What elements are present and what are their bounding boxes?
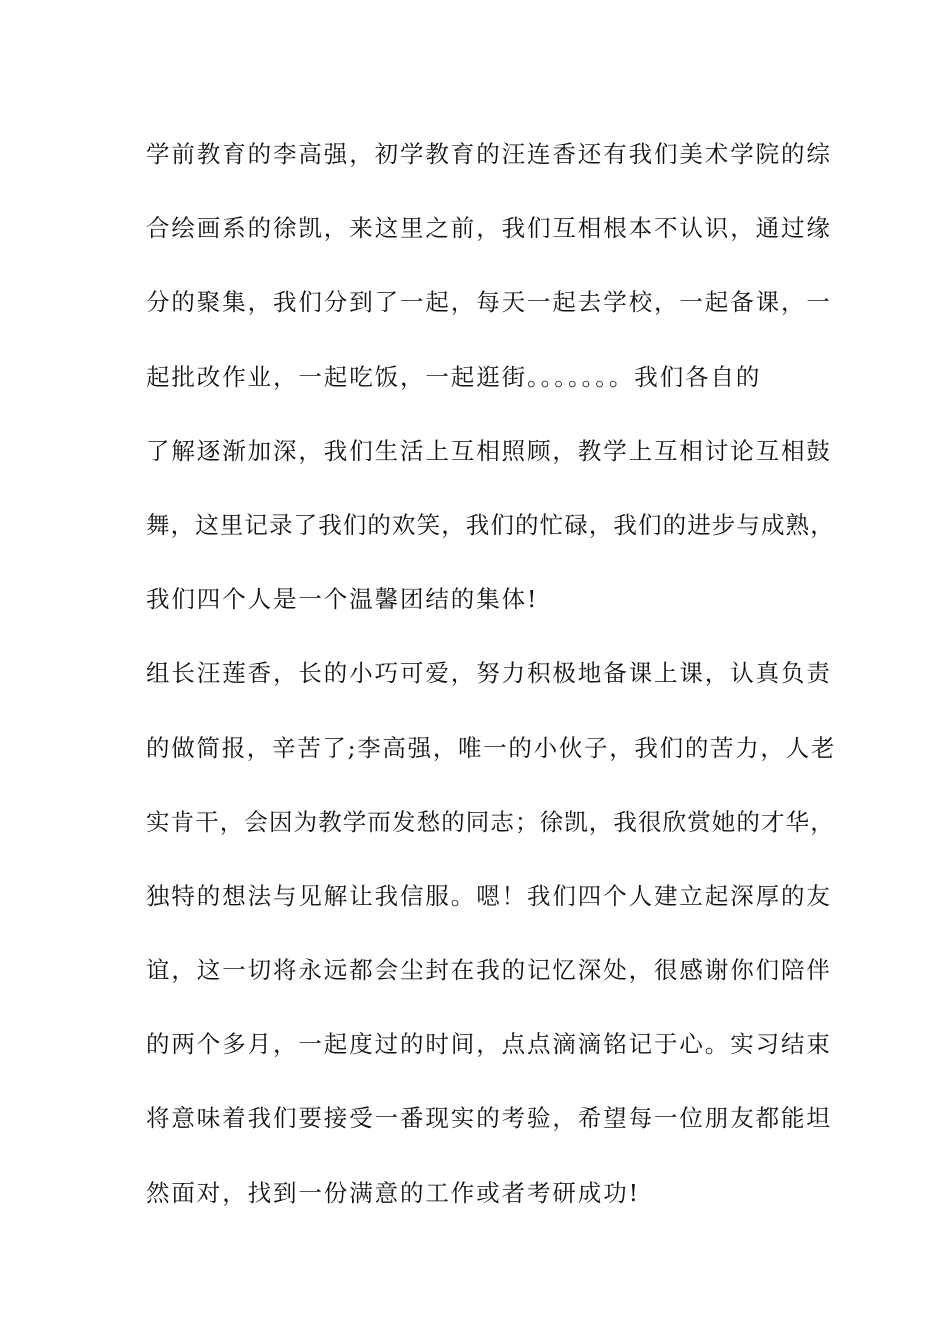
text-line-8: 组长汪莲香，长的小巧可爱，努力积极地备课上课，认真负责 [146,659,832,688]
text-line-15: 然面对，找到一份满意的工作或者考研成功! [146,1178,640,1207]
text-line-9: 的做简报，辛苦了;李高强，唯一的小伙子，我们的苦力，人老 [146,733,837,762]
text-line-13: 的两个多月，一起度过的时间，点点滴滴铭记于心。实习结束 [146,1030,832,1059]
text-line-10: 实肯干，会因为教学而发愁的同志；徐凯，我很欣赏她的才华， [146,807,835,836]
text-line-12: 谊，这一切将永远都会尘封在我的记忆深处，很感谢你们陪伴 [146,956,832,985]
text-line-5: 了解逐渐加深，我们生活上互相照顾，教学上互相讨论互相鼓 [146,436,832,465]
body-text [146,134,837,1247]
text-line-1: 学前教育的李高强，初学教育的汪连香还有我们美术学院的综 [146,140,832,168]
text-line-2: 合绘画系的徐凯，来这里之前，我们互相根本不认识，通过缘 [146,214,832,243]
text-line-11: 独特的想法与见解让我信服。嗯！我们四个人建立起深厚的友 [146,881,832,910]
text-line-3: 分的聚集，我们分到了一起，每天一起去学校，一起备课，一 [146,288,832,317]
text-line-4: 起批改作业，一起吃饭，一起逛街。。。。。。。我们各自的 [146,362,762,391]
text-line-7: 我们四个人是一个温馨团结的集体! [146,585,539,614]
text-line-14: 将意味着我们要接受一番现实的考验，希望每一位朋友都能坦 [146,1104,832,1133]
text-line-6: 舞，这里记录了我们的欢笑，我们的忙碌，我们的进步与成熟， [146,510,835,539]
